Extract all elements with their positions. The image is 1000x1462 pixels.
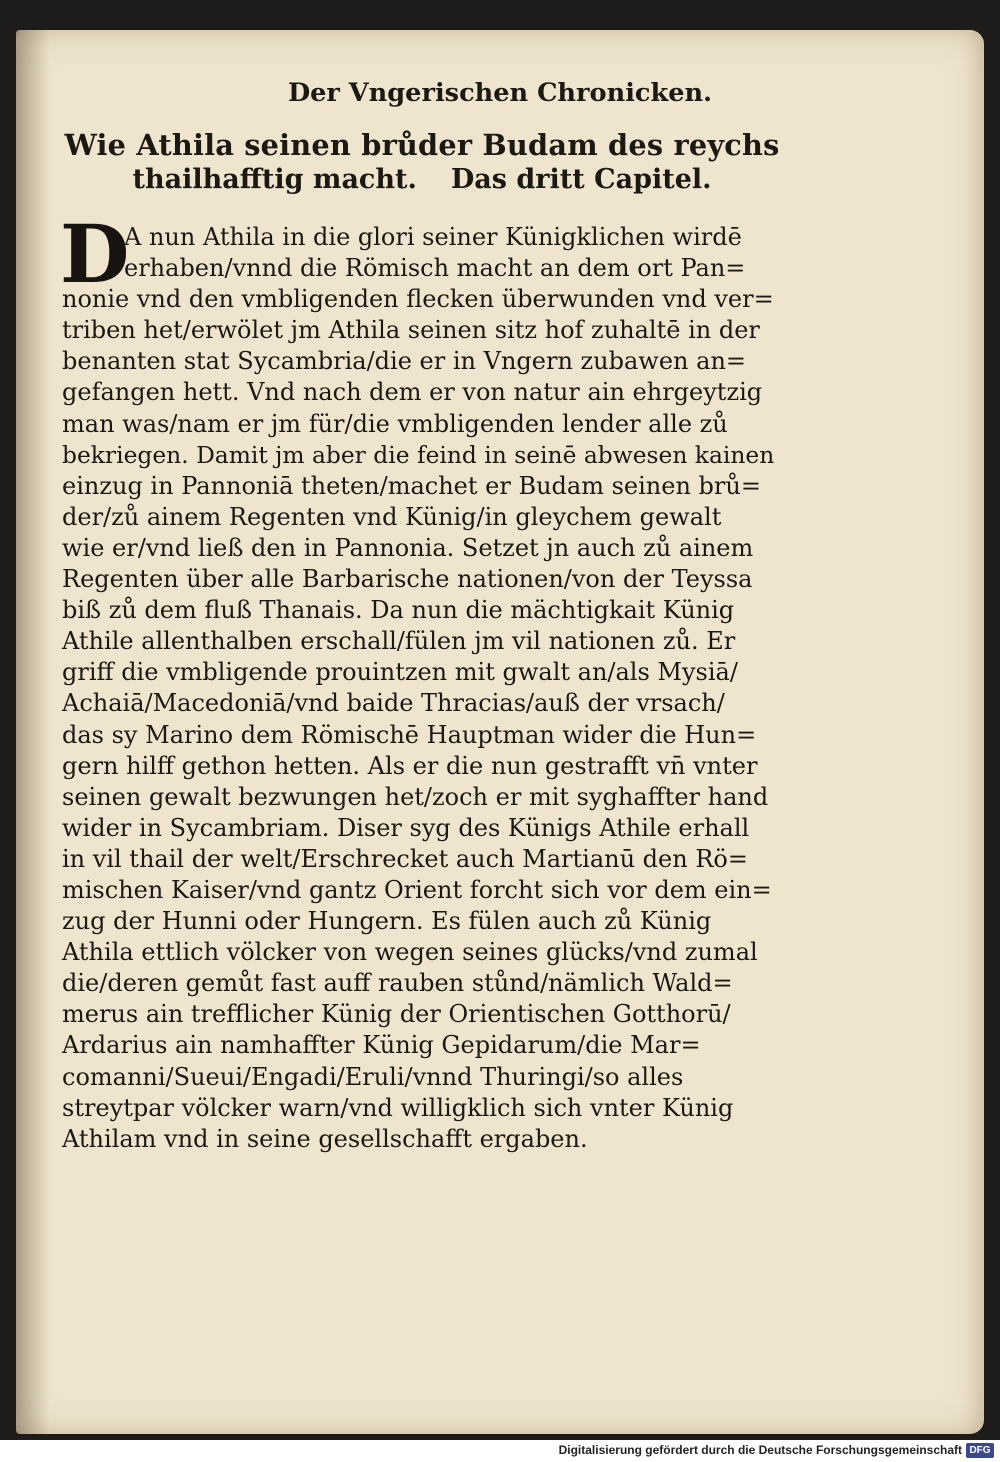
chapter-number: Das dritt Capitel. (450, 164, 712, 195)
text-line: erhaben/vnnd die Römisch macht an dem ort Pan= (124, 254, 746, 283)
text-line: gern hilff gethon hetten. Als er die nun gestrafft vn̄ vnter (62, 751, 758, 780)
text-line: triben het/erwölet jm Athila seinen sitz hof zuhaltē in der (62, 316, 760, 345)
chapter-heading-line-1: Wie Athila seinen brůder Budam des reychs (64, 128, 780, 162)
text-line: Athilam vnd in seine gesellschafft ergaben. (62, 1124, 588, 1153)
text-line: Achaiā/Macedoniā/vnd baide Thracias/auß der vrsach/ (62, 689, 725, 718)
text-line: Regenten über alle Barbarische nationen/von der Teyssa (62, 565, 753, 594)
chapter-heading-line-2 (62, 164, 782, 195)
running-head: Der Vngerischen Chronicken. (287, 78, 713, 108)
text-line: gefangen hett. Vnd nach dem er von natur ain ehrgeytzig (62, 378, 763, 407)
text-line: mischen Kaiser/vnd gantz Orient forcht sich vor dem ein= (62, 875, 772, 904)
text-line: seinen gewalt bezwungen het/zoch er mit syghaffter hand (62, 782, 769, 811)
text-line: Athila ettlich völcker von wegen seines glücks/vnd zumal (62, 938, 758, 967)
text-line: bekriegen. Damit jm aber die feind in seinē abwesen kainen (62, 440, 775, 469)
text-line: einzug in Pannoniā theten/machet er Budam seinen brů= (62, 471, 761, 500)
text-line: Ardarius ain namhaffter Künig Gepidarum/die Mar= (62, 1031, 701, 1060)
text-line: zug der Hunni oder Hungern. Es fülen auch zů Künig (62, 907, 712, 936)
text-line: griff die vmbligende prouintzen mit gwalt an/als Mysiā/ (62, 658, 738, 687)
text-line: biß zů dem fluß Thanais. Da nun die mächtigkait Künig (62, 596, 735, 625)
text-line: merus ain trefflicher Künig der Orientischen Gotthorū/ (62, 1000, 731, 1029)
chapter-heading (62, 128, 782, 195)
chapter-heading-subtitle: thailhafftig macht. (132, 164, 417, 195)
text-line: das sy Marino dem Römischē Hauptman wider die Hun= (62, 720, 757, 749)
footer-bar (0, 1440, 1000, 1462)
text-line: Athile allenthalben erschall/fülen jm vil nationen zů. Er (62, 627, 736, 656)
text-line: wider in Sycambriam. Diser syg des Künigs Athile erhall (62, 813, 750, 842)
digitization-credit: Digitalisierung gefördert durch die Deutsche Forschungsgemeinschaft (558, 1443, 962, 1457)
text-line: streytpar völcker warn/vnd willigklich sich vnter Künig (62, 1093, 734, 1122)
body-text (60, 207, 782, 1155)
text-line: die/deren gemůt fast auff rauben stůnd/nämlich Wald= (62, 969, 733, 998)
text-line: nonie vnd den vmbligenden flecken überwunden vnd ver= (62, 285, 774, 314)
text-line: wie er/vnd ließ den in Pannonia. Setzet jn auch zů ainem (62, 533, 754, 562)
text-line: benanten stat Sycambria/die er in Vngern zubawen an= (62, 347, 747, 376)
text-line: der/zů ainem Regenten vnd Künig/in gleychem gewalt (62, 502, 722, 531)
text-line: in vil thail der welt/Erschrecket auch Martianū den Rö= (62, 844, 748, 873)
text-line: A nun Athila in die glori seiner Künigklichen wirdē (124, 223, 742, 251)
text-line: comanni/Sueui/Engadi/Eruli/vnnd Thuringi/so alles (62, 1062, 684, 1091)
spine-shadow (16, 30, 50, 1434)
drop-cap-initial: D (60, 207, 130, 301)
text-line: man was/nam er jm für/die vmbligenden lender alle zů (62, 409, 728, 438)
dfg-logo-icon: DFG (966, 1443, 994, 1458)
